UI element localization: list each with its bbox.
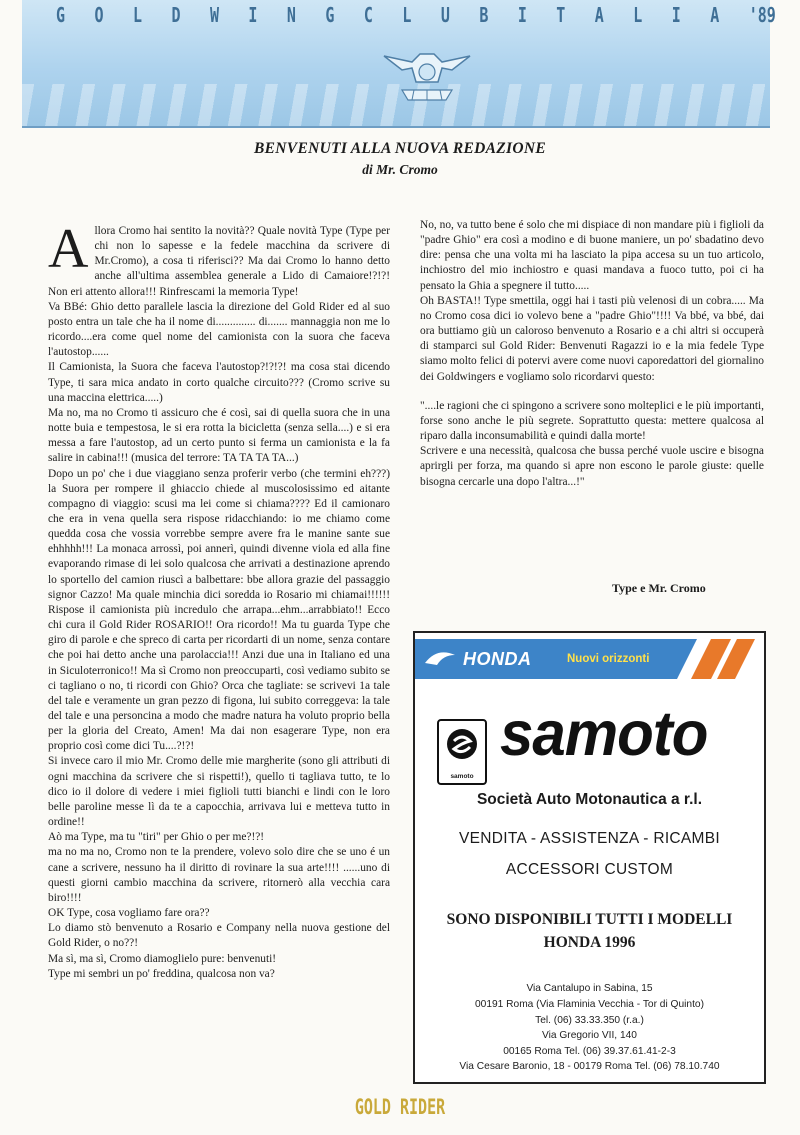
models-year: HONDA 1996 (543, 934, 636, 951)
club-title-letter: W (209, 2, 219, 28)
gold-rider-footer-logo (0, 1094, 800, 1120)
address-line: Via Cantalupo in Sabina, 15 (526, 983, 653, 994)
accessories-line: ACCESSORI CUSTOM (505, 861, 674, 878)
club-title-letter: C (363, 2, 373, 28)
paragraph: Va BBé: Ghio detto parallele lascia la direzione del Gold Rider ed al suo posto entra un tale che ha il nome di.............. di....... mannaggia non me lo ricordo....era come quel nome del camionista con la suora che faceva l'autostop...... (48, 300, 390, 359)
samoto-badge-icon (437, 719, 487, 785)
quote-paragraph: "....le ragioni che ci spingono a scrivere sono molteplici e le più importanti, forse sono anche le più segrete. Soprattutto questa: mettere qualcosa al riparo dalla inconsumabilità e quindi dalla morte! (420, 399, 764, 443)
club-title-letter: L (633, 2, 643, 28)
paragraph: Oh BASTA!! Type smettila, oggi hai i tasti più velenosi di un cobra..... Ma no Cromo cosa dici io volevo bene a "padre Ghio"!!!! Va bbé, va bbé, dai ora buttiamo giù un caloroso benvenuto a Rosario e a chi altri si occuperà di stamparci sul Gold Rider: Benvenuti Ragazzi io e la mia fedele Type siamo molto felici di potervi avere come nuovi caporedattori del giornalino dei Goldwingers e vogliamo solo ricordarvi questo: (420, 294, 764, 383)
article-byline: di Mr. Cromo (362, 162, 438, 177)
gold-wing-emblem-icon (382, 36, 472, 106)
paragraph: Il Camionista, la Suora che faceva l'autostop?!?!?! ma cosa stai dicendo Type, ti sara mica andato in corto qualche circuito??? (Cromo scrive su una maccina elettrica.....) (48, 361, 390, 404)
paragraph: Ma sì, ma sì, Cromo diamoglielo pure: benvenuti! (48, 952, 277, 965)
club-title (56, 4, 776, 26)
company-name: Società Auto Motonautica a r.l. (476, 791, 703, 808)
address-line: 00165 Roma Tel. (06) 39.37.61.41-2-3 (503, 1046, 676, 1057)
club-title-letter: L (402, 2, 412, 28)
paragraph: Ma no, ma no Cromo ti assicuro che é così, sai di quella suora che in una notte buia e tempestosa, le si era rotta la bicicletta (senza sella....) e si era messa a fare l'autostop, ad un certo punto si ferma un camionista e la fa salire in cabina!!! (musica del terrore: TA TA TA TA...) (48, 406, 390, 465)
models-headline: SONO DISPONIBILI TUTTI I MODELLI (446, 911, 733, 928)
club-title-letter: U (440, 2, 450, 28)
samoto-logo: samoto (500, 698, 708, 769)
address-line: Tel. (06) 33.33.350 (r.a.) (535, 1015, 644, 1026)
paragraph: Dopo un po' che i due viaggiano senza proferir verbo (che termini eh???) la Suora per rompere il ghiaccio chiede al muscolosissimo ed aitante compagno di viaggio: scusi ma lei come si chiama???? Ed il camionaro che era in vena quella sera rispose ridacchiando: io me chiamo come quedda cosa che vossia vorrebbe sempre avere fra le manine sante sue ehhhhh!!! La monaca arrossì, poi annerì, quindi divenne viola ed alla fine evaporando rimase di lei solo qualcosa che arrivati a destinazione aprendo lo sportello del camion riuscì a balbettare: bbe allora grazie del passaggio signor Cazzo! Ma quale minchia dici soredda io Rosario mi chiamai!!!!!! Rispose il camionista più incredulo che arrapa...ehm...arrabbiato!! Ecco chi cura il Gold Rider ROSARIO!! Ora ricordo!! Ma tu guarda Type che giro di parole e che spreco di carta per ricordarti di un nome, senza contare che poi hai detto anche una parolaccia!!! Anzi due una in Italiano ed una in Siculoterronico!! Ma sì Cromo non preoccuparti, così vediamo subito se ci tagliano o no, ti ricordi con Ghio? Orca che tagliate: se scrivevi 1a tale del tale e veramente un gran pezzo di figona, lui subito correggeva: la tale del tale e una personcina a modo che madre natura ha voluto proprio bella per la gloria del Creato, Amen! Ma dai non esagerare Type, non era proprio così come dici Tu....?!?! (48, 467, 390, 753)
address-line: Via Gregorio VII, 140 (542, 1030, 637, 1041)
club-title-letter: '89 (748, 2, 776, 28)
paragraph: ma no ma no, Cromo non te la prendere, volevo solo dire che se uno é un cane a scrivere, nessuno ha il diritto di rovinare la sua arte!!!! ......uno di questi giorni cambio macchina da scrivere, ritornerò alla vecchia cara biro!!!! (48, 846, 390, 904)
address-line: Via Cesare Baronio, 18 - 00179 Roma Tel. (06) 78.10.740 (459, 1061, 720, 1072)
club-title-letter: I (517, 2, 527, 28)
club-title-letter: O (94, 2, 104, 28)
club-title-letter: N (286, 2, 296, 28)
paragraph: Si invece caro il mio Mr. Cromo delle mie margherite (sono gli attributi di ogni macchina da scrivere che si rispetti!), quello ti tagliava tutto, te lo dico io il dolore di vedere i miei figlioli tutti bianchi e lindi con le loro belle paroline messe lì da te a capocchia, arrivava lui e metteva tutto in ordine!! (48, 755, 390, 829)
club-title-letter: D (171, 2, 181, 28)
honda-slogan: Nuovi orizzonti (567, 653, 650, 665)
article-right-column (420, 218, 764, 490)
samoto-advertisement (413, 631, 766, 1084)
paragraph: Aò ma Type, ma tu "tiri" per Ghio o per me?!?! (48, 831, 265, 844)
club-title-letter: A (594, 2, 604, 28)
club-title-letter: L (132, 2, 142, 28)
club-title-letter: G (325, 2, 335, 28)
club-title-letter: A (710, 2, 720, 28)
article-title: BENVENUTI ALLA NUOVA REDAZIONE (254, 140, 546, 157)
club-title-letter: G (56, 2, 66, 28)
honda-wordmark: HONDA (463, 649, 532, 669)
quote-paragraph: Scrivere e una necessità, qualcosa che bussa perché vuole uscire e bisogna aprirgli per forza, ma quando si apre non escono le parole giuste: quelle bisogna cercarle una dopo l'altra...!" (420, 445, 764, 488)
club-title-letter: I (248, 2, 258, 28)
paragraph: Type mi sembri un po' freddina, qualcosa non va? (48, 967, 275, 980)
article-left-column (48, 218, 390, 982)
header-banner (22, 0, 776, 128)
article-signature: Type e Mr. Cromo (612, 581, 706, 595)
paragraph: Lo diamo stò benvenuto a Rosario e Company nella nuova gestione del Gold Rider, o no??! (48, 922, 390, 950)
services-line: VENDITA - ASSISTENZA - RICAMBI (458, 830, 721, 847)
footer-logo-text: GOLD RIDER (354, 1094, 446, 1120)
club-title-letter: I (671, 2, 681, 28)
paragraph: llora Cromo hai sentito la novità?? Quale novità Type (Type per chi non lo sapesse e la fedele macchina da scrivere di Mr.Cromo), a cosa ti riferisci?? Ma dai Cromo lo hanno detto anche all'ultima assemblea generale a Lido di Camaiore!?!?! Non eri attento allora!!! Rinfrescami la memoria Type! (48, 225, 390, 298)
address-line: 00191 Roma (Via Flaminia Vecchia - Tor di Quinto) (475, 999, 704, 1010)
paragraph: No, no, va tutto bene é solo che mi dispiace di non mandare più i figlioli da "padre Ghio" era così a modino e di buone maniere, un po' sbadatino devo dire: pensa che una volta mi ha lasciato la pipa accesa su un tuo articolo, inchiostro del mio inchiostro e quasi mandava a fuoco tutto, poi ci ha pensato la Ghia a spegnere il tutto..... (420, 219, 764, 292)
badge-label: samoto (450, 773, 474, 780)
honda-banner (415, 633, 764, 681)
paragraph: OK Type, cosa vogliamo fare ora?? (48, 907, 210, 920)
drop-cap: A (48, 218, 89, 280)
club-title-letter: T (556, 2, 566, 28)
club-title-letter: B (479, 2, 489, 28)
